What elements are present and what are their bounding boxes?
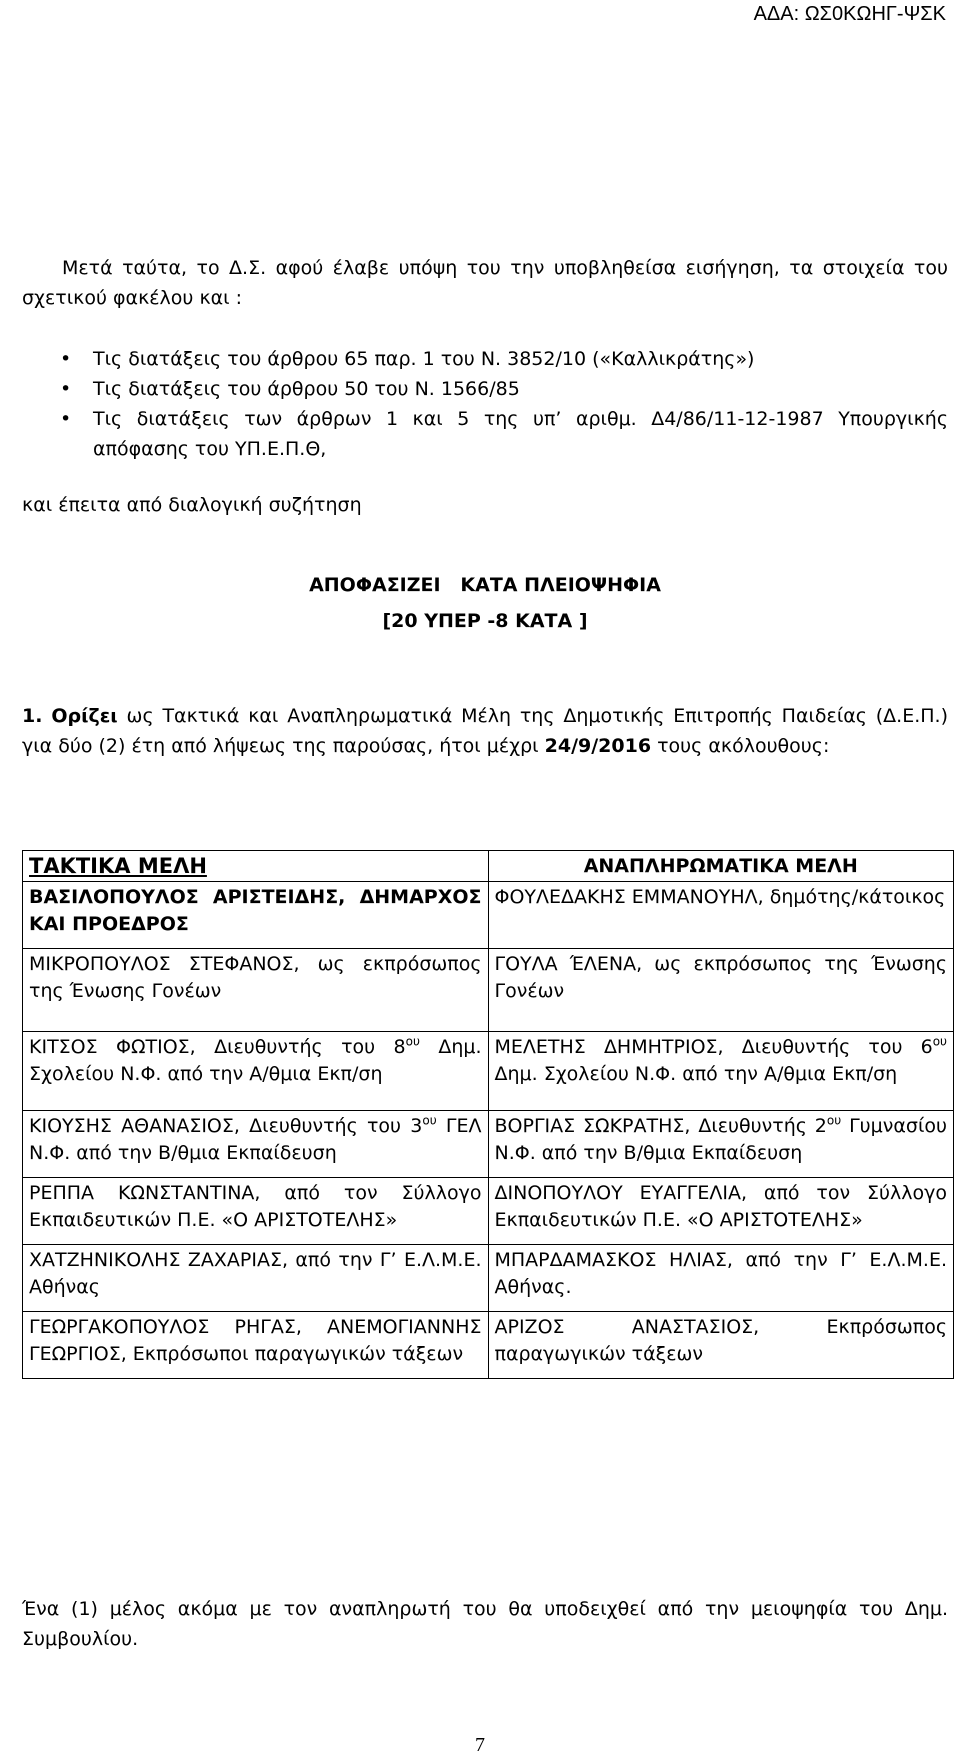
table-row <box>23 1178 954 1245</box>
discussion-line: και έπειτα από διαλογική συζήτηση <box>22 494 362 516</box>
regular-member: ΚΙΤΣΟΣ ΦΩΤΙΟΣ, Διευθυντής του $8^{o\upsilon}$ Δημ. Σχολείου Ν.Φ. από την Α/θμια Εκπ/ση <box>29 1034 482 1085</box>
bullet-icon: • <box>60 378 72 400</box>
bullet-item: • Τις διατάξεις των άρθρων 1 και 5 της υπ’ αριθμ. Δ4/86/11-12-1987 Υπουργικής απόφασης του ΥΠ.Ε.Π.Θ, <box>93 404 948 464</box>
item-verb: Ορίζει <box>51 705 118 727</box>
substitute-member: ΜΕΛΕΤΗΣ ΔΗΜΗΤΡΙΟΣ, Διευθυντής του $6^{o\upsilon}$ Δημ. Σχολείου Ν.Φ. από την Α/θμια Εκπ/ση <box>494 1034 947 1085</box>
substitute-member: ΒΟΡΓΙΑΣ ΣΩΚΡΑΤΗΣ, Διευθυντής $2^{o\upsilon}$ Γυμνασίου Ν.Φ. από την Β/θμια Εκπαίδευση <box>494 1113 947 1164</box>
regular-member: ΧΑΤΖΗΝΙΚΟΛΗΣ ΖΑΧΑΡΙΑΣ, από την Γ’ Ε.Λ.Μ.Ε. Αθήνας <box>29 1249 482 1298</box>
item-1-paragraph: 1. Ορίζει ως Τακτικά και Αναπληρωματικά Μέλη της Δημοτικής Επιτροπής Παιδείας (Δ.Ε.Π.) για δύο (2) έτη από λήψεως της παρούσας, ήτοι μέχρι 24/9/2016 τους ακόλουθους: <box>22 705 948 757</box>
table-header-row <box>23 851 954 882</box>
members-table <box>22 850 954 1379</box>
table-row <box>23 1245 954 1312</box>
page-number: 7 <box>475 1734 485 1756</box>
bullet-item: • Τις διατάξεις του άρθρου 65 παρ. 1 του Ν. 3852/10 («Καλλικράτης») <box>93 344 948 374</box>
decision-title: ΑΠΟΦΑΣΙΖΕΙ ΚΑΤΑ ΠΛΕΙΟΨΗΦΙΑ <box>309 574 661 596</box>
regular-member: ΓΕΩΡΓΑΚΟΠΟΥΛΟΣ ΡΗΓΑΣ, ΑΝΕΜΟΓΙΑΝΝΗΣ ΓΕΩΡΓΙΟΣ, Εκπρόσωποι παραγωγικών τάξεων <box>29 1316 482 1365</box>
table-row <box>23 1312 954 1379</box>
substitute-member: ΓΟΥΛΑ ΈΛΕΝΑ, ως εκπρόσωπος της Ένωσης Γονέων <box>494 953 947 1002</box>
substitute-member: ΦΟΥΛΕΔΑΚΗΣ ΕΜΜΑΝΟΥΗΛ, δημότης/κάτοικος <box>494 886 946 908</box>
regular-member: ΡΕΠΠΑ ΚΩΝΣΤΑΝΤΙΝΑ, από τον Σύλλογο Εκπαιδευτικών Π.Ε. «Ο ΑΡΙΣΤΟΤΕΛΗΣ» <box>29 1182 482 1231</box>
regular-member: ΚΙΟΥΣΗΣ ΑΘΑΝΑΣΙΟΣ, Διευθυντής του $3^{o\upsilon}$ ΓΕΛ Ν.Φ. από την Β/θμια Εκπαίδευση <box>29 1113 482 1164</box>
substitute-member: ΔΙΝΟΠΟΥΛΟΥ ΕΥΑΓΓΕΛΙΑ, από τον Σύλλογο Εκπαιδευτικών Π.Ε. «Ο ΑΡΙΣΤΟΤΕΛΗΣ» <box>494 1182 947 1231</box>
decision-votes: [20 ΥΠΕΡ -8 ΚΑΤΑ ] <box>382 610 588 632</box>
legal-bullets <box>60 344 948 464</box>
bullet-icon: • <box>60 348 72 370</box>
footer-note: Ένα (1) μέλος ακόμα με τον αναπληρωτή του θα υποδειχθεί από την μειοψηφία του Δημ. Συμβουλίου. <box>22 1598 948 1650</box>
table-row <box>23 1111 954 1178</box>
header-regular-members: ΤΑΚΤΙΚΑ ΜΕΛΗ <box>29 854 207 878</box>
substitute-member: ΜΠΑΡΔΑΜΑΣΚΟΣ ΗΛΙΑΣ, από την Γ’ Ε.Λ.Μ.Ε. Αθήνας. <box>494 1249 947 1298</box>
regular-member: ΜΙΚΡΟΠΟΥΛΟΣ ΣΤΕΦΑΝΟΣ, ως εκπρόσωπος της Ένωσης Γονέων <box>29 953 482 1002</box>
table-row <box>23 882 954 949</box>
regular-member: ΒΑΣΙΛΟΠΟΥΛΟΣ ΑΡΙΣΤΕΙΔΗΣ, ΔΗΜΑΡΧΟΣ ΚΑΙ ΠΡΟΕΔΡΟΣ <box>29 886 482 935</box>
substitute-member: ΑΡΙΖΟΣ ΑΝΑΣΤΑΣΙΟΣ, Εκπρόσωπος παραγωγικών τάξεων <box>494 1316 947 1365</box>
ada-code: ΑΔΑ: ΩΣ0ΚΩΗΓ-ΨΣΚ <box>753 3 946 25</box>
bullet-item: • Τις διατάξεις του άρθρου 50 του Ν. 1566/85 <box>93 374 948 404</box>
table-row <box>23 1032 954 1111</box>
bullet-icon: • <box>60 408 72 430</box>
header-substitute-members: ΑΝΑΠΛΗΡΩΜΑΤΙΚΑ ΜΕΛΗ <box>583 855 858 877</box>
end-date: 24/9/2016 <box>544 735 652 757</box>
intro-paragraph: Μετά ταύτα, το Δ.Σ. αφού έλαβε υπόψη του την υποβληθείσα εισήγηση, τα στοιχεία του σχετικού φακέλου και : <box>22 257 948 309</box>
table-row <box>23 949 954 1032</box>
